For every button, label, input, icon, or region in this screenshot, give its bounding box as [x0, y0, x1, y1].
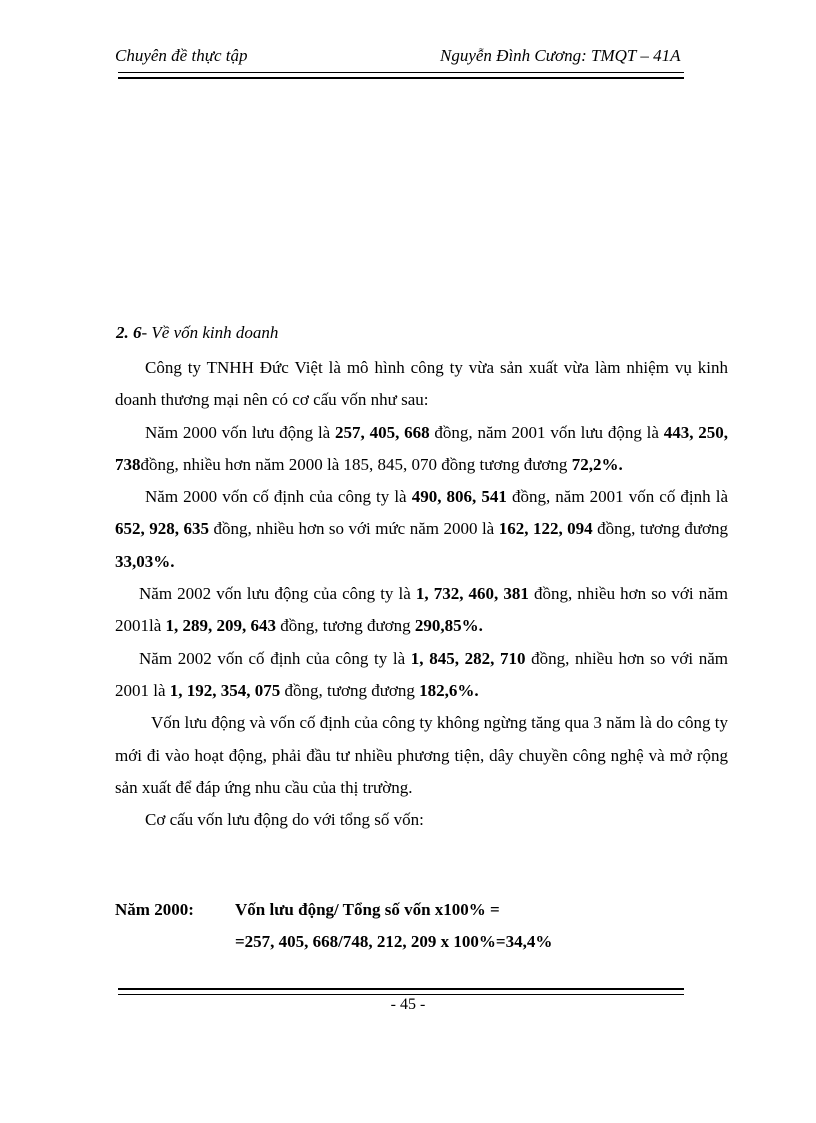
formula-line-2: =257, 405, 668/748, 212, 209 x 100%=34,4% — [235, 932, 553, 951]
body-text — [115, 352, 728, 836]
paragraph — [115, 643, 728, 708]
text-run: đồng, tương đương — [280, 680, 420, 700]
paragraph — [115, 481, 728, 578]
text-run: đồng, tương đương — [592, 519, 729, 539]
text-run: Năm 2002 vốn lưu động của công ty là — [139, 584, 416, 604]
paragraph — [115, 804, 728, 836]
header-right: Nguyễn Đình Cương: TMQT – 41A — [440, 46, 681, 65]
text-run: đồng, năm 2001 vốn cố định là — [506, 487, 728, 507]
bold-figure: 1, 845, 282, 710 — [410, 648, 526, 668]
bold-figure: 490, 806, 541 — [411, 487, 507, 507]
text-run: Năm 2002 vốn cố định của công ty là — [139, 648, 411, 668]
bold-figure: 182,6%. — [419, 680, 479, 700]
text-run: Năm 2000 vốn cố định của công ty là — [145, 487, 412, 507]
text-run: đồng, năm 2001 vốn lưu động là — [429, 422, 664, 442]
text-run: đồng, tương đương — [276, 616, 415, 636]
paragraph — [115, 352, 728, 417]
paragraph — [115, 578, 728, 643]
bold-figure: 162, 122, 094 — [498, 519, 593, 539]
paragraph — [115, 417, 728, 482]
text-run: đồng, nhiều hơn so với năm 2001là — [115, 584, 729, 636]
text-run: Vốn lưu động và vốn cố định của công ty không ngừng tăng qua 3 năm là do công ty mới đi vào hoạt động, phải đầu tư nhiều phương tiện, dây chuyền công nghệ và mở rộng sản xuất để đáp ứng nhu cầu của thị trường. — [115, 713, 728, 797]
bold-figure: 652, 928, 635 — [115, 519, 209, 539]
section-title — [116, 323, 278, 343]
formula-line-1: Vốn lưu động/ Tổng số vốn x100% = — [235, 900, 500, 919]
bold-figure: 443, 250, 738 — [115, 422, 728, 474]
bold-figure: 257, 405, 668 — [335, 422, 430, 442]
bold-figure: 1, 289, 209, 643 — [165, 616, 277, 636]
page-number: - 45 - — [390, 996, 426, 1013]
text-run: Cơ cấu vốn lưu động do với tổng số vốn: — [145, 810, 424, 830]
bold-figure: 1, 732, 460, 381 — [415, 584, 529, 604]
bold-figure: 33,03%. — [115, 551, 175, 571]
text-run: đồng, nhiều hơn so với mức năm 2000 là — [208, 519, 499, 539]
bold-figure: 72,2%. — [571, 454, 623, 474]
formula-label: Năm 2000: — [115, 900, 194, 919]
text-run: đồng, nhiều hơn năm 2000 là 185, 845, 070 đồng tương đương — [140, 454, 572, 474]
header-rule — [118, 72, 684, 79]
bold-figure: 1, 192, 354, 075 — [169, 680, 281, 700]
text-run: Công ty TNHH Đức Việt là mô hình công ty vừa sản xuất vừa làm nhiệm vụ kinh doanh thương mại nên có cơ cấu vốn như sau: — [115, 358, 728, 410]
section-title-text: - Về vốn kinh doanh — [141, 323, 279, 342]
text-run: Năm 2000 vốn lưu động là — [145, 422, 336, 442]
bold-figure: 290,85%. — [414, 616, 483, 636]
paragraph — [115, 707, 728, 804]
header-left: Chuyên đề thực tập — [115, 46, 248, 65]
section-number: 2. 6 — [116, 323, 142, 342]
footer-rule — [118, 988, 684, 995]
text-run: đồng, nhiều hơn so với năm 2001 là — [115, 648, 729, 700]
